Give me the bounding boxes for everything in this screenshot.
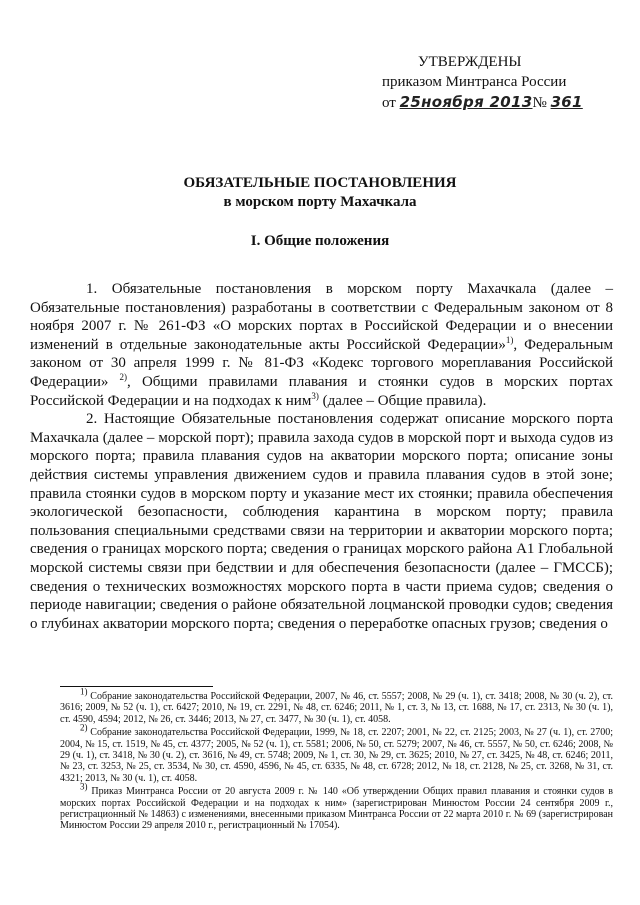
approval-order-line: приказом Минтранса России [382, 74, 567, 90]
paragraph-1-text-b: , Федеральным законом от 30 апреля 1999 г. № 81-ФЗ «Кодекс торгового мореплавания Российской Федерации» [30, 336, 613, 390]
approval-number-label: № [532, 95, 547, 111]
approval-date-line [382, 92, 622, 113]
footnote-2-mark: 2) [80, 722, 88, 733]
footnote-1-mark: 1) [80, 686, 88, 697]
approval-from-label: от [382, 95, 396, 111]
footnotes [60, 686, 613, 834]
handwritten-number: 361 [550, 93, 583, 111]
footnote-2 [60, 722, 613, 784]
footnote-2-text: Собрание законодательства Российской Федерации, 1999, № 18, ст. 2207; 2001, № 22, ст. 2125; 2003, № 27 (ч. 1), ст. 2700; 2004, № 15, ст. 1519, № 45, ст. 4377; 2005, № 52 (ч. 1), ст. 5581; 2006, № 50, ст. 5279; 2007, № 46, ст. 5557, № 50, ст. 6246; 2008, № 29 (ч. 1), ст. 3418, № 30 (ч. 2), ст. 3616, № 49, ст. 5748; 2009, № 1, ст. 30, № 29, ст. 3625; 2010, № 27, ст. 3425, № 48, ст. 6246; 2011, № 23, ст. 3253, № 25, ст. 3534, № 30, ст. 4590, 4596, № 45, ст. 6335, № 48, ст. 6728; 2012, № 18, ст. 2128, № 25, ст. 3268, № 31, ст. 4321; 2013, № 30 (ч. 1), ст. 4058. [60, 727, 613, 784]
paragraph-1-text-c: , Общими правилами плавания и стоянки судов в морских портах Российской Федерации и на подходах к ним [30, 373, 613, 409]
approval-heading: УТВЕРЖДЕНЫ [418, 54, 522, 70]
document-title: ОБЯЗАТЕЛЬНЫЕ ПОСТАНОВЛЕНИЯ [183, 175, 457, 191]
footnote-3 [60, 781, 613, 832]
footnote-1-text: Собрание законодательства Российской Федерации, 2007, № 46, ст. 5557; 2008, № 29 (ч. 1), ст. 3418; 2008, № 30 (ч. 2), ст. 3616; 2009, № 52 (ч. 1), ст. 6427; 2010, № 19, ст. 2291, № 48, ст. 6246; 2011, № 1, ст. 3, № 13, ст. 1688, № 17, ст. 2313, № 30 (ч. 1), ст. 4590, 4594; 2012, № 26, ст. 3446; 2013, № 27, ст. 3477, № 30 (ч. 1), ст. 4058. [60, 691, 613, 725]
footnote-3-text: Приказ Минтранса России от 20 августа 2009 г. № 140 «Об утверждении Общих правил плавания и стоянки судов в морских портах Российской Федерации и на подходах к ним» (зарегистрирован Минюстом России 24 сентября 2009 г., регистрационный № 14863) с изменениями, внесенными приказом Минтранса России от 22 марта 2010 г. № 69 (зарегистрирован Минюстом России 29 апреля 2010 г., регистрационный № 17054). [60, 786, 613, 832]
paragraph-2: 2. Настоящие Обязательные постановления содержат описание морского порта Махачкала (далее – морской порт); правила захода судов в морской порт и выхода судов из морского порта; правила плавания судов на акватории морского порта; описание зоны действия системы управления движением судов и правила плавания судов в этой зоне; правила стоянки судов в морском порту и указание мест их стоянки; правила обеспечения экологической безопасности, соблюдения карантина в морском порту; правила пользования специальными средствами связи на территории и акватории морского порта; сведения о границах морского порта; сведения о границах морского района А1 Глобальной морской системы связи при бедствии и для обеспечения безопасности (далее – ГМССБ); сведения о технических возможностях морского порта в части приема судов; сведения о периоде навигации; сведения о районе обязательной лоцманской проводки судов; сведения о глубинах акватории морского порта; сведения о переработке опасных грузов; сведения о [30, 411, 613, 632]
document-subtitle: в морском порту Махачкала [223, 194, 417, 210]
footnote-ref-3: 3) [311, 390, 319, 401]
footnote-ref-2: 2) [119, 371, 128, 382]
approval-stamp [382, 52, 622, 113]
paragraph-1-text-a: 1. Обязательные постановления в морском порту Махачкала (далее – Обязательные постановления) разработаны в соответствии с Федеральным законом от 8 ноября 2007 г. № 261-ФЗ «О морских портах в Российской Федерации и о внесении изменений в отдельные законодательные акты Российской Федерации» [30, 281, 613, 353]
document-body [30, 280, 613, 633]
section-heading: I. Общие положения [250, 233, 390, 249]
footnote-3-mark: 3) [80, 781, 88, 792]
paragraph-1 [30, 280, 613, 410]
handwritten-date: 25ноября 2013 [399, 93, 533, 111]
paragraph-1-text-d: (далее – Общие правила). [318, 392, 487, 409]
footnote-ref-1: 1) [505, 334, 514, 345]
footnote-1 [60, 686, 613, 725]
